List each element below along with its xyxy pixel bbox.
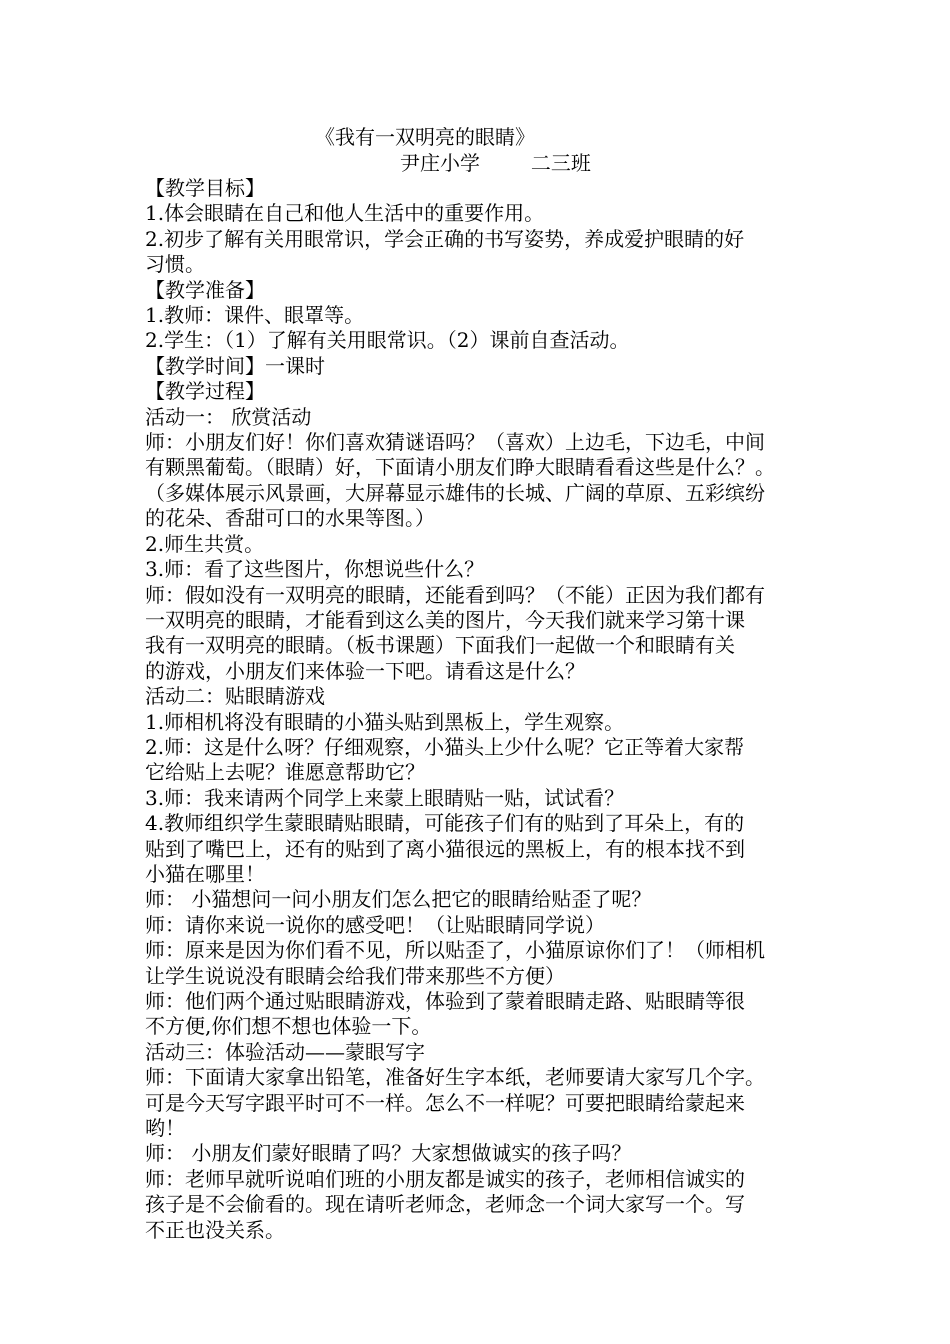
text-line: 的游戏，小朋友们来体验一下吧。请看这是什么？ — [145, 658, 585, 683]
text-line: 可是今天写字跟平时可不一样。怎么不一样呢？可要把眼睛给蒙起来 — [145, 1090, 745, 1115]
text-line: 师：假如没有一双明亮的眼睛，还能看到吗？（不能）正因为我们都有 — [145, 582, 765, 607]
text-line: 【教学过程】 — [145, 379, 265, 404]
text-line: 贴到了嘴巴上，还有的贴到了离小猫很远的黑板上，有的根本找不到 — [145, 836, 745, 861]
text-line: 师： 小猫想问一问小朋友们怎么把它的眼睛给贴歪了呢？ — [145, 887, 652, 912]
document-title: 《我有一双明亮的眼睛》 — [315, 125, 535, 149]
text-line: 3.师：我来请两个同学上来蒙上眼睛贴一贴，试试看？ — [145, 785, 625, 810]
text-line: 活动三：体验活动——蒙眼写字 — [145, 1039, 425, 1064]
text-line: 2.学生：（1）了解有关用眼常识。（2）课前自查活动。 — [145, 328, 630, 353]
text-line: 3.师：看了这些图片，你想说些什么？ — [145, 557, 485, 582]
text-line: 的花朵、香甜可口的水果等图。） — [145, 506, 435, 531]
text-line: 【教学目标】 — [145, 176, 265, 200]
text-line: 1.教师：课件、眼罩等。 — [145, 303, 365, 328]
text-line: 习惯。 — [145, 252, 205, 277]
text-line: 不方便,你们想不想也体验一下。 — [145, 1014, 432, 1039]
text-line: 活动一： 欣赏活动 — [145, 404, 312, 429]
text-line: 不正也没关系。 — [145, 1217, 285, 1242]
text-line: 师：下面请大家拿出铅笔，准备好生字本纸，老师要请大家写几个字。 — [145, 1065, 765, 1090]
text-line: 2.师：这是什么呀？仔细观察，小猫头上少什么呢？它正等着大家帮 — [145, 734, 745, 759]
text-line: 一双明亮的眼睛，才能看到这么美的图片，今天我们就来学习第十课 — [145, 607, 745, 632]
text-line: 2.师生共赏。 — [145, 531, 265, 556]
text-line: 师：原来是因为你们看不见，所以贴歪了，小猫原谅你们了！（师相机 — [145, 938, 765, 963]
text-line: 师：小朋友们好！你们喜欢猜谜语吗？（喜欢）上边毛，下边毛，中间 — [145, 430, 765, 455]
text-line: 师：老师早就听说咱们班的小朋友都是诚实的孩子，老师相信诚实的 — [145, 1166, 745, 1191]
text-line: 我有一双明亮的眼睛。（板书课题）下面我们一起做一个和眼睛有关 — [145, 633, 735, 658]
text-line: 师： 小朋友们蒙好眼睛了吗？大家想做诚实的孩子吗？ — [145, 1141, 632, 1166]
text-line: 活动二：贴眼睛游戏 — [145, 684, 325, 709]
document-page — [145, 124, 825, 1243]
text-line: 4.教师组织学生蒙眼睛贴眼睛，可能孩子们有的贴到了耳朵上，有的 — [145, 811, 745, 836]
document-body — [145, 176, 825, 1243]
text-line: 哟！ — [145, 1116, 185, 1141]
text-line: （多媒体展示风景画，大屏幕显示雄伟的长城、广阔的草原、五彩缤纷 — [145, 480, 765, 505]
text-line: 它给贴上去呢？谁愿意帮助它？ — [145, 760, 425, 785]
text-line: 【教学时间】一课时 — [145, 353, 325, 378]
text-line: 1.师相机将没有眼睛的小猫头贴到黑板上，学生观察。 — [145, 709, 625, 734]
text-line: 让学生说说没有眼睛会给我们带来那些不方便） — [145, 963, 565, 988]
text-line: 师：请你来说一说你的感受吧！（让贴眼睛同学说） — [145, 912, 605, 937]
text-line: 【教学准备】 — [145, 277, 265, 302]
text-line: 有颗黑葡萄。（眼睛）好，下面请小朋友们睁大眼睛看看这些是什么？。 — [145, 455, 775, 480]
text-line: 1.体会眼睛在自己和他人生活中的重要作用。 — [145, 201, 545, 226]
text-line: 小猫在哪里！ — [145, 861, 265, 886]
text-line: 2.初步了解有关用眼常识，学会正确的书写姿势，养成爱护眼睛的好 — [145, 226, 745, 251]
document-subtitle: 尹庄小学 二三班 — [400, 151, 591, 175]
text-line: 师：他们两个通过贴眼睛游戏，体验到了蒙着眼睛走路、贴眼睛等很 — [145, 989, 745, 1013]
text-line: 孩子是不会偷看的。现在请听老师念，老师念一个词大家写一个。写 — [145, 1192, 745, 1217]
